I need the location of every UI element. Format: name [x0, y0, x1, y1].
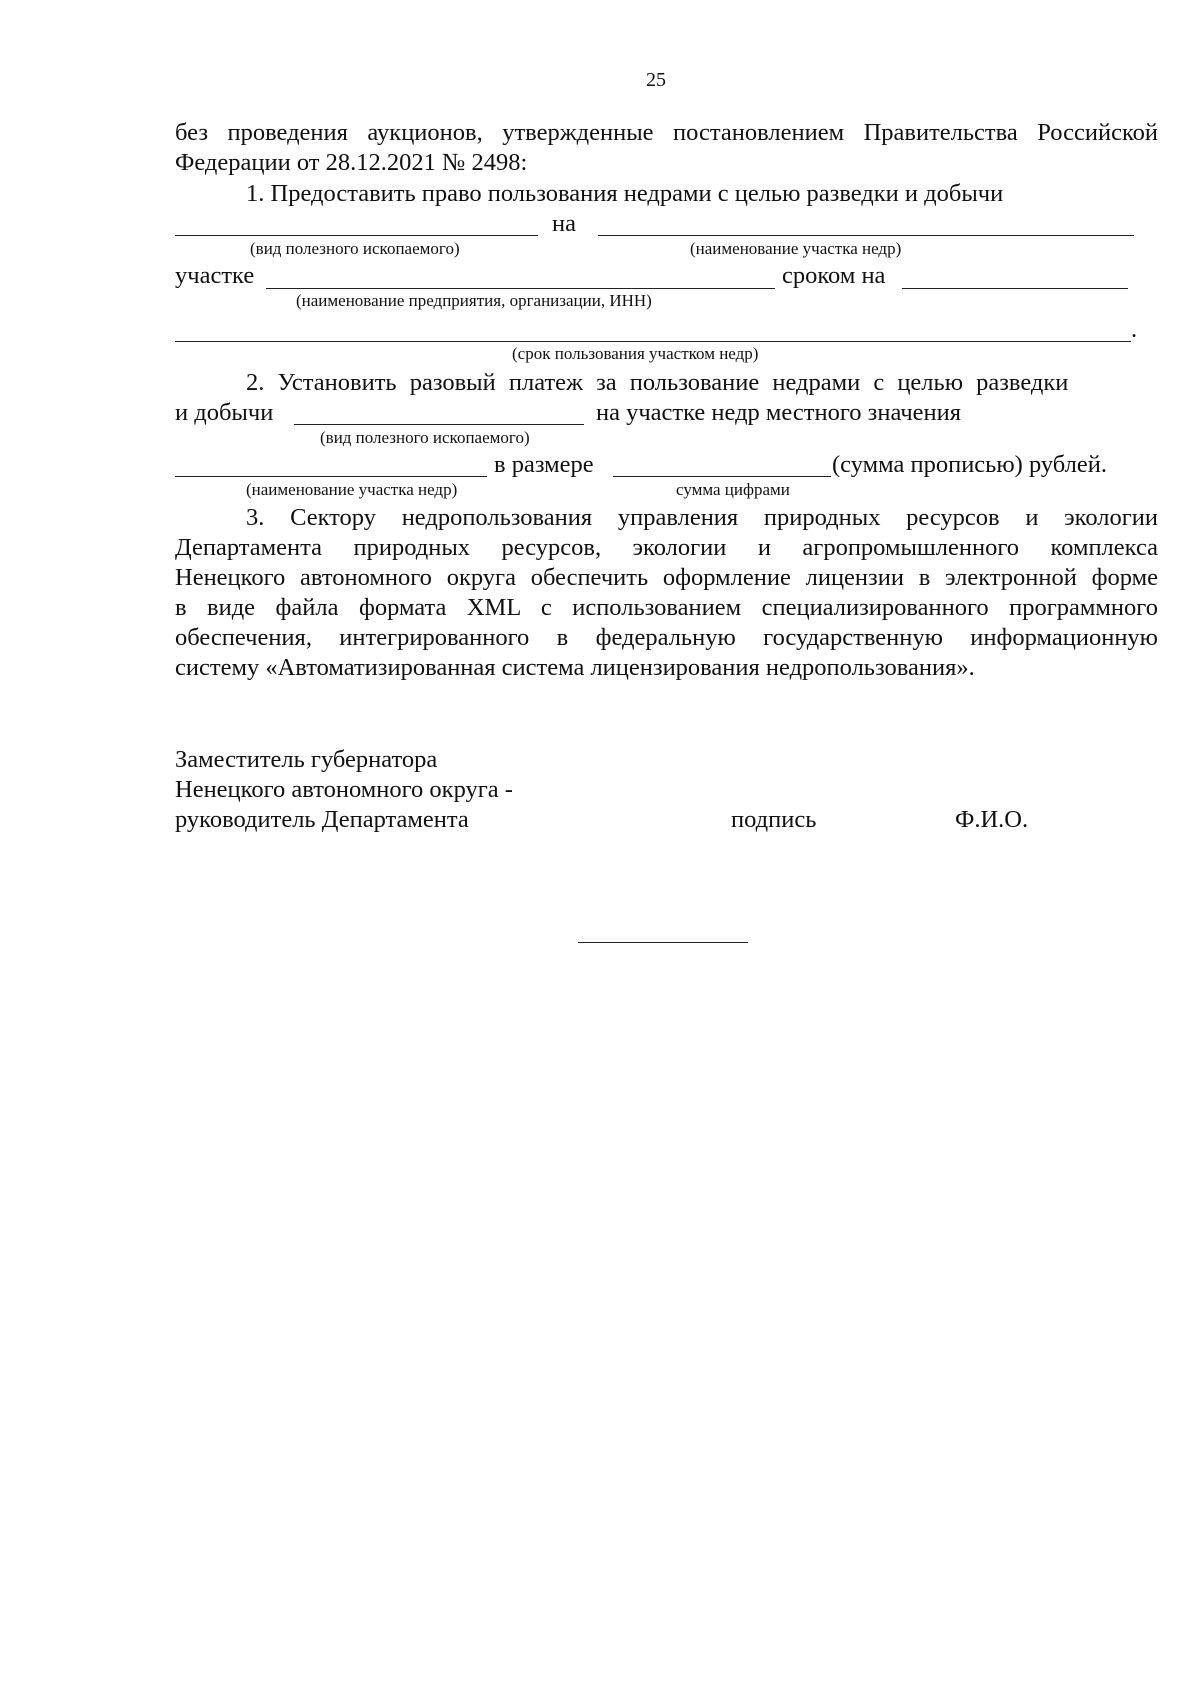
signature-position-line-3: руководитель Департамента [175, 806, 469, 833]
item1-heading: 1. Предоставить право пользования недрами с целью разведки и добычи [246, 180, 1004, 207]
item3-line-5: обеспечения, интегрированного в федеральную государственную информационную [175, 624, 1158, 651]
item2-caption-mineral: (вид полезного ископаемого) [320, 428, 530, 447]
item1-word-na: на [552, 210, 576, 237]
signature-name-label: Ф.И.О. [955, 806, 1029, 833]
item2-prefix: и добычи [175, 399, 274, 426]
item2-word-amount: в размере [494, 451, 594, 478]
blank-mineral-2 [294, 424, 584, 425]
blank-term-full [175, 341, 1131, 342]
page-number: 25 [646, 69, 666, 91]
item3-line-6: систему «Автоматизированная система лицензирования недропользования». [175, 654, 975, 681]
signature-sign-label: подпись [731, 806, 817, 833]
item2-caption-site: (наименование участка недр) [246, 480, 458, 499]
blank-term-short [902, 288, 1128, 289]
item2-suffix: на участке недр местного значения [596, 399, 962, 426]
item1-caption-mineral: (вид полезного ископаемого) [250, 239, 460, 258]
item1-caption-company: (наименование предприятия, организации, ИНН) [296, 291, 652, 310]
closing-divider [578, 942, 748, 943]
item2-line-1: 2. Установить разовый платеж за пользование недрами с целью разведки [246, 369, 1069, 396]
signature-position-line-1: Заместитель губернатора [175, 746, 438, 773]
blank-site-1 [598, 235, 1134, 236]
signature-position-line-2: Ненецкого автономного округа - [175, 776, 513, 803]
intro-line-1: без проведения аукционов, утвержденные постановлением Правительства Российской [175, 119, 1158, 146]
item1-caption-term: (срок пользования участком недр) [512, 344, 759, 363]
item2-amount-tail: (сумма прописью) рублей. [832, 451, 1107, 478]
intro-line-2: Федерации от 28.12.2021 № 2498: [175, 149, 528, 176]
item1-period: . [1131, 316, 1138, 343]
item1-word-term: сроком на [782, 262, 886, 289]
item3-line-1: 3. Сектору недропользования управления природных ресурсов и экологии [246, 504, 1158, 531]
blank-mineral-1 [175, 235, 538, 236]
item3-line-3: Ненецкого автономного округа обеспечить оформление лицензии в электронной форме [175, 564, 1158, 591]
item3-line-2: Департамента природных ресурсов, экологии и агропромышленного комплекса [175, 534, 1158, 561]
blank-site-2 [175, 476, 487, 477]
item1-caption-site: (наименование участка недр) [690, 239, 902, 258]
blank-amount-digits [613, 476, 831, 477]
item1-word-site: участке [175, 262, 255, 289]
item3-line-4: в виде файла формата XML с использованием специализированного программного [175, 594, 1158, 621]
item2-caption-digits: сумма цифрами [676, 480, 790, 499]
blank-company [266, 288, 775, 289]
